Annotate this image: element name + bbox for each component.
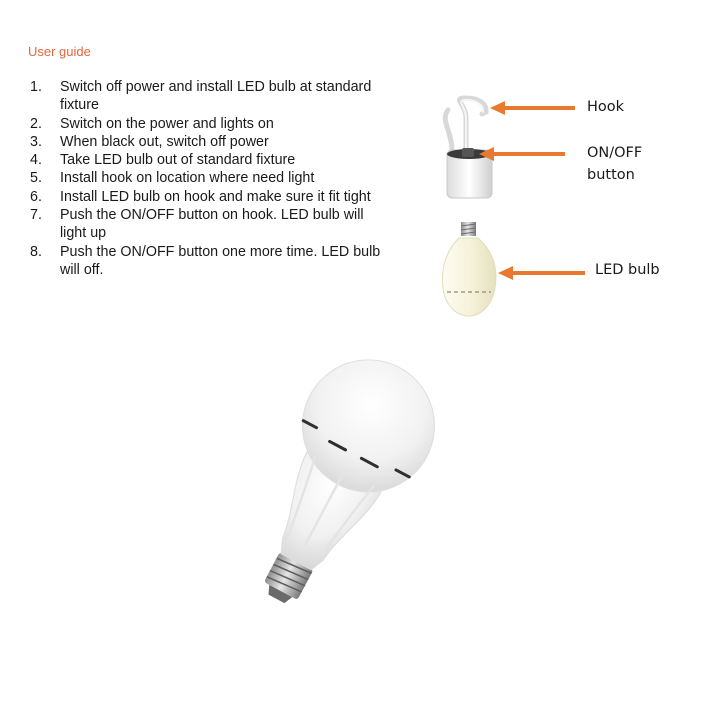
step-number: 1.: [30, 79, 42, 95]
step-number: 4.: [30, 152, 42, 169]
step-number: 2.: [30, 115, 42, 132]
step-number: 5.: [30, 170, 42, 187]
step-number: 8.: [30, 243, 42, 260]
hook-holder-image: [445, 98, 492, 198]
step-text: Take LED bulb out of standard fixture: [60, 152, 296, 169]
step-text: Switch on the power and lights on: [60, 115, 274, 132]
led-bulb-arrow: [498, 266, 585, 280]
large-led-bulb-image: [218, 337, 458, 630]
led-bulb-label: LED bulb: [595, 262, 660, 278]
small-led-bulb-image: [443, 222, 496, 316]
step-text: Push the ON/OFF button one more time. LED bulb will off.: [60, 243, 381, 278]
hook-arrow: [490, 101, 575, 115]
step-text: Install hook on location where need light: [60, 170, 315, 187]
step-text: Push the ON/OFF button on hook. LED bulb will light up: [60, 207, 364, 242]
step-number: 6.: [30, 188, 42, 205]
user-guide-title: User guide: [28, 44, 91, 59]
step-text: Install LED bulb on hook and make sure it fit tight: [60, 188, 371, 205]
step-number: 3.: [30, 133, 42, 150]
onoff-button-arrow: [479, 147, 565, 161]
step-text: Switch off power and install LED bulb at standard fixture: [60, 79, 372, 114]
step-number: 7.: [30, 207, 42, 224]
step-text: When black out, switch off power: [60, 133, 269, 150]
onoff-label-line1: ON/OFF: [587, 145, 643, 161]
hook-label: Hook: [587, 99, 625, 115]
onoff-label-line2: button: [587, 167, 635, 183]
